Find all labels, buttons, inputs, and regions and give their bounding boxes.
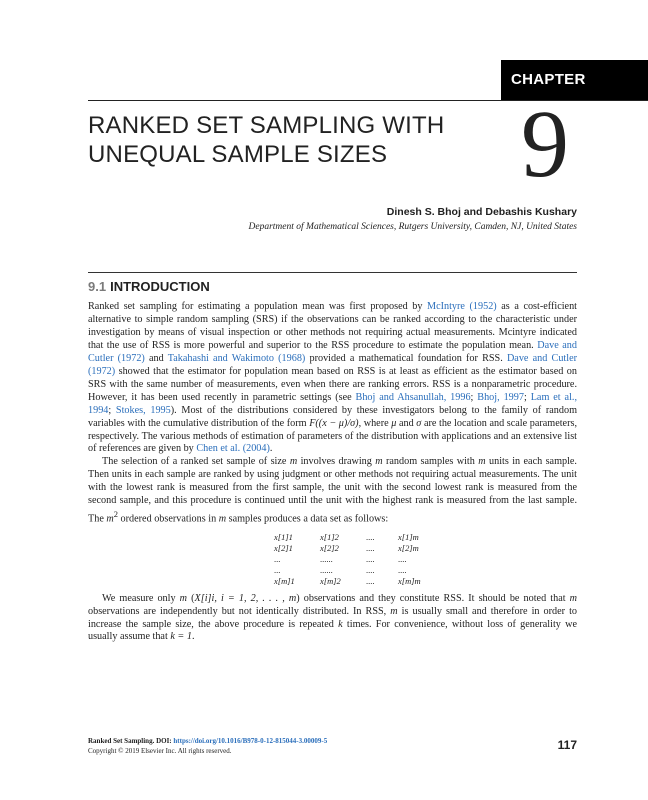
matrix-row [274,532,577,543]
section-number: 9.1 [88,279,107,294]
variable: m [569,592,578,604]
citation-link[interactable]: Bhoj, 1997 [477,391,524,403]
variable: m [375,456,383,468]
superscript: 2 [113,509,118,520]
affiliation: Department of Mathematical Sciences, Rutgers University, Camden, NJ, United States [248,222,577,232]
text-span: involves drawing [297,456,376,468]
chapter-number: 9 [521,90,569,197]
matrix-cell: .... [398,564,407,575]
text-span: and [396,417,417,429]
matrix-cell: .... [366,542,375,553]
paragraph-1 [88,301,577,456]
formula: μ [391,417,397,429]
matrix-cell: x[m]2 [320,575,341,586]
formula: σ [416,417,422,429]
matrix-cell: x[m]1 [274,575,295,586]
matrix-cell: ... [274,553,281,564]
text-span: times. For convenience, without loss of generality we usually assume that [88,618,578,643]
text-span: ). Most of the distributions considered by these investigators belong to the family of random variables with the cumulative distribution of the form [88,404,577,429]
variable: m [179,592,188,604]
variable: m [390,605,398,617]
text-span: and [144,352,168,364]
chapter-label: CHAPTER [501,60,648,100]
footer [88,736,577,756]
text-span: provided a mathematical foundation for RSS. [305,352,507,364]
text-span: units in each sample. Then units in each sample are ranked by using judgment or other methods not requiring actual measurements. The unit with the lowest rank is measured from the first sample, the unit with the second lowest rank is measured from the second sample, and this procedure is continued until the unit with the highest rank is measured from the last sample. The [88,456,577,525]
matrix-cell: .... [366,564,375,575]
text-span: . [269,443,273,455]
paragraph-3 [88,593,577,645]
formula: F((x − μ)/σ) [309,417,359,429]
matrix-cell: .... [366,531,375,542]
matrix-cell: .... [398,553,407,564]
matrix-cell: x[m]m [398,575,421,586]
matrix-cell: x[2]m [398,542,419,553]
citation-link[interactable]: Dave and Cutler (1972) [88,352,577,377]
matrix-cell: ...... [320,553,333,564]
matrix-cell: x[2]1 [274,542,293,553]
data-matrix [88,532,577,587]
citation-link[interactable]: Dave and Cutler (1972) [88,339,577,364]
text-span: ordered observations in [118,513,219,525]
matrix-row [274,543,577,554]
formula: k = 1 [170,631,192,643]
chapter-title: RANKED SET SAMPLING WITH UNEQUAL SAMPLE SIZES [88,112,445,168]
page-number: 117 [557,738,577,752]
text-span: ; [523,391,531,403]
citation-link[interactable]: Lam et al., 1994 [88,391,577,416]
section-title: INTRODUCTION [110,279,210,294]
section-rule [88,272,577,273]
matrix-row [274,565,577,576]
copyright: Copyright © 2019 Elsevier Inc. All rights reserved. [88,747,232,755]
variable: m [106,513,114,525]
matrix-row [274,576,577,587]
text-span: ( [187,592,195,604]
matrix-cell: .... [366,575,375,586]
variable: m [289,456,298,468]
doi-link[interactable]: https://doi.org/10.1016/B978-0-12-815044-3.00009-5 [173,737,328,745]
matrix-cell: x[1]2 [320,531,339,542]
citation-link[interactable]: Takahashi and Wakimoto (1968) [167,352,306,364]
authors: Dinesh S. Bhoj and Debashis Kushary [386,206,577,218]
citation-link[interactable]: Chen et al. (2004) [196,443,270,455]
text-span: is usually small and therefore in order to increase the sample size, the above procedure is repeated [88,605,577,630]
text-span: ; [470,391,478,403]
section-heading [88,279,210,294]
matrix-cell: .... [366,553,375,564]
text-span: ) observations and they constitute RSS. It should be noted that [296,592,570,604]
paragraph-2 [88,456,577,526]
matrix-cell: x[2]2 [320,542,339,553]
text-span: random samples with [382,456,479,468]
text-span: The selection of a ranked set sample of size [102,456,290,468]
text-span: Ranked set sampling for estimating a population mean was first proposed by [88,301,428,312]
citation-link[interactable]: Stokes, 1995 [115,404,171,416]
formula: X[i]i, i = 1, 2, . . . , m [194,592,297,604]
matrix-cell: x[1]1 [274,531,293,542]
text-span: ; [108,404,116,416]
doi-line [88,736,577,746]
citation-link[interactable]: Bhoj and Ahsanullah, 1996 [355,391,471,403]
text-span: samples produces a data set as follows: [226,513,389,525]
text-span: We measure only [102,592,180,604]
text-span: . [191,631,195,643]
text-span: as a cost-efficient alternative to simple random sampling (SRS) if the observations can be ranked according to the characteristic under investigation by means of visual inspection or other methods not requiring actual measurements. Mcintyre indicated that the use of RSS is more powerful and superior to the RSS procedure to estimate the population mean. [88,301,577,351]
matrix-cell: x[1]m [398,531,419,542]
variable: m [478,456,486,468]
text-span: , where [358,417,392,429]
text-span: showed that the estimator for population mean based on RSS is at least as efficient as the estimator based on SRS with the same number of measurements, even when there are ranking errors. RSS is a nonparametric procedure. However, it has been used recently in parametric settings (see [88,365,577,403]
matrix-cell: ... [274,564,281,575]
matrix-row [274,554,577,565]
body-text [88,301,577,644]
text-span: are the location and scale parameters, respectively. The various methods of estimation of parameters of the distribution with applications and an extensive list of references are given by [88,417,577,455]
variable: m [218,513,227,525]
variable: k [338,618,343,630]
citation-link[interactable]: McIntyre (1952) [427,301,497,312]
book-label: Ranked Set Sampling. DOI: [88,737,174,745]
matrix-cell: ...... [320,564,333,575]
text-span: observations are independently but not identically distributed. In RSS, [88,605,391,617]
